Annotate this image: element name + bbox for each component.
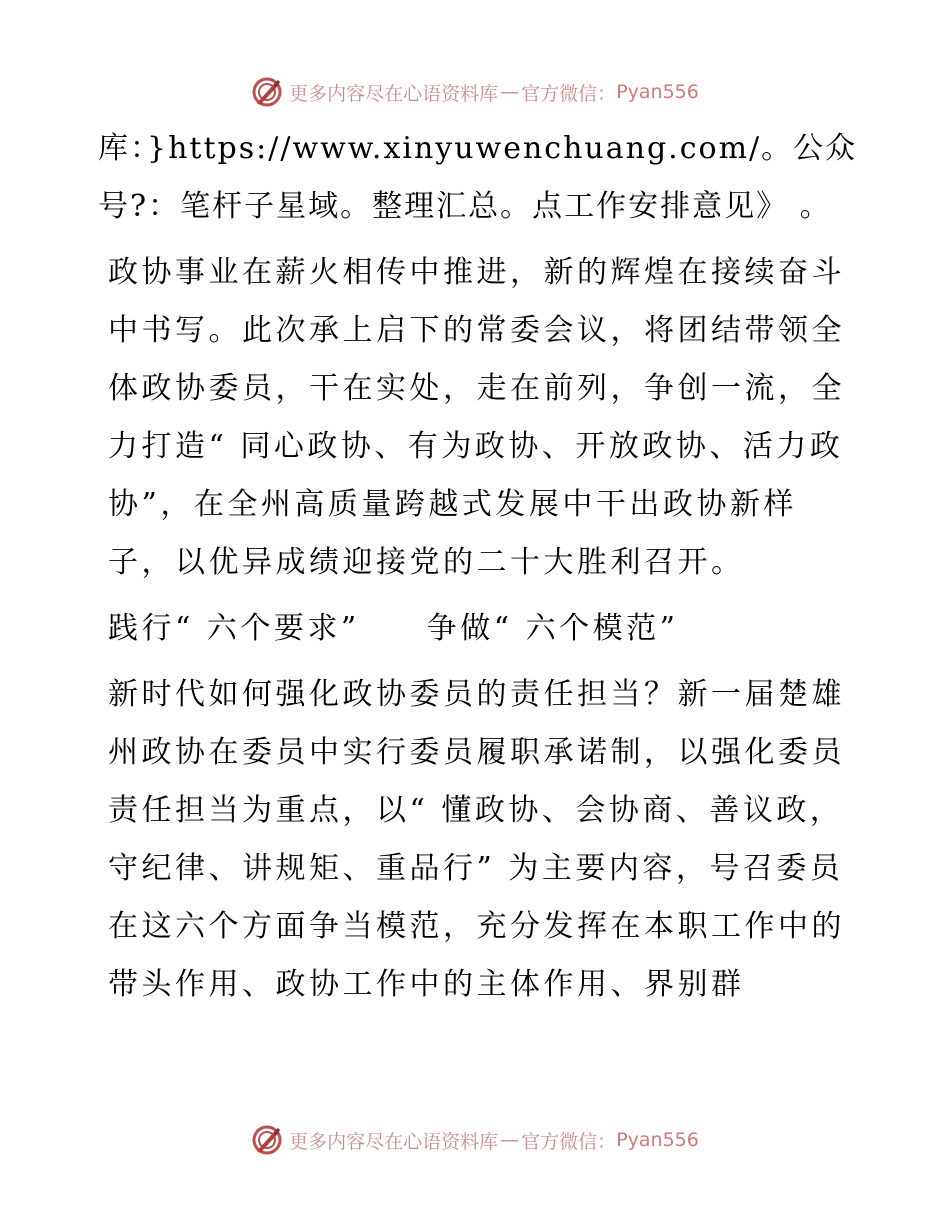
paragraph-body: 新时代如何强化政协委员的责任担当？新一届楚雄州政协在委员中实行委员履职承诺制，以强化委员责任担当为重点，以“ 懂政协、会协商、善议政，守纪律、讲规矩、重品行” 为主要内容，号召委员在这六个方面争当模范，充分发挥在本职工作中的带头作用、政协工作中的主体作用、界别群 [108, 677, 845, 1002]
document-body [98, 120, 858, 1022]
paragraph-continuation: 库：}https://www.xinyuwenchuang.com/。公众号?：笔杆子星域。整理汇总。点工作安排意见》 。 [98, 131, 858, 224]
watermark-text: 更多内容尽在心语资料库 [289, 1130, 499, 1153]
pen-logo-icon [251, 76, 283, 108]
paragraph-intro: 政协事业在薪火相传中推进，新的辉煌在接续奋斗中书写。此次承上启下的常委会议，将团结带领全体政协委员，干在实处，走在前列，争创一流，全力打造“ 同心政协、有为政协、开放政协、活力政协”，在全州高质量跨越式发展中干出政协新样子，以优异成绩迎接党的二十大胜利召开。 [108, 255, 845, 580]
watermark-separator: — [500, 81, 520, 103]
watermark-separator: — [500, 1129, 520, 1151]
pen-logo-icon [251, 1124, 283, 1156]
watermark-text: 更多内容尽在心语资料库 [289, 82, 499, 105]
watermark-wechat-id: Pyan556 [616, 81, 699, 103]
watermark-wechat-id: Pyan556 [616, 1129, 699, 1151]
watermark-wechat-label: 官方微信： [521, 1130, 617, 1153]
footer-watermark [0, 1120, 950, 1160]
watermark-wechat-label: 官方微信： [521, 82, 617, 105]
header-watermark [0, 72, 950, 112]
section-heading: 践行“ 六个要求” 争做“ 六个模范” [108, 611, 679, 646]
